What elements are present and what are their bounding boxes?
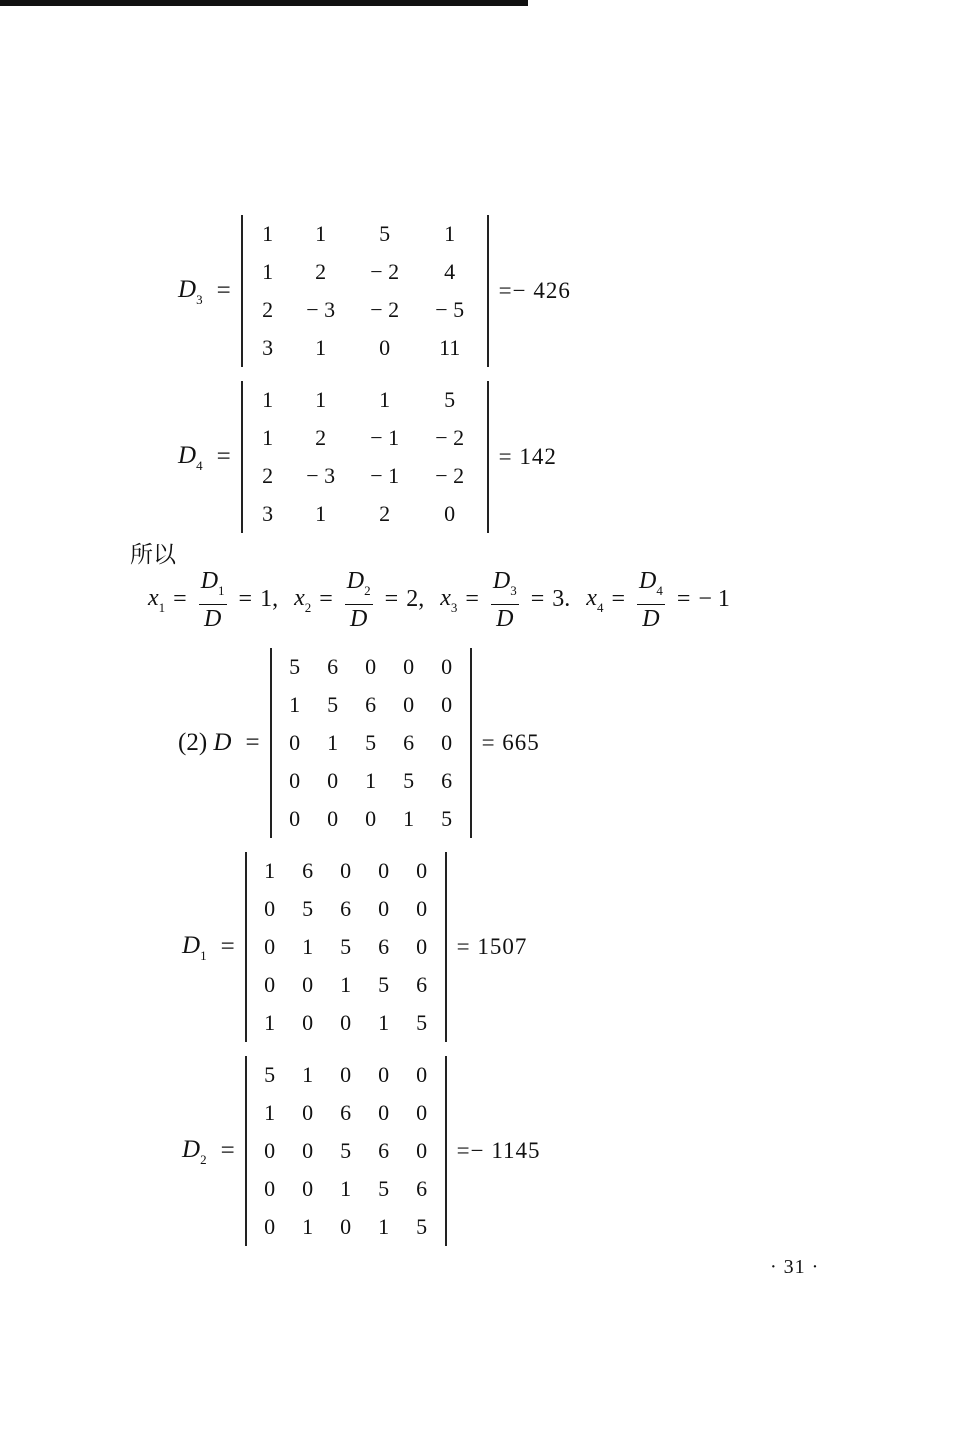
matrix-cell: 0 [327, 768, 339, 793]
matrix-cell: 0 [441, 654, 453, 679]
matrix-cell: 0 [340, 1062, 352, 1087]
matrix-cell: 0 [302, 1176, 314, 1201]
matrix-cell: 0 [441, 730, 453, 755]
matrix-cell: 1 [315, 335, 327, 360]
result-value: = 665 [481, 730, 540, 755]
matrix-cell: 2 [262, 463, 274, 488]
fraction-numerator: $D_3$ [491, 568, 519, 605]
matrix-cell: 0 [289, 768, 301, 793]
determinant [241, 381, 489, 533]
var-label: D [213, 729, 232, 756]
matrix-cell: 5 [378, 1176, 390, 1201]
matrix-cell: 0 [378, 1062, 390, 1087]
equation-d4 [178, 381, 557, 533]
determinant [245, 852, 447, 1042]
matrix-cell: 1 [403, 806, 415, 831]
matrix-cell: 6 [416, 1176, 428, 1201]
matrix-cell: 1 [444, 221, 456, 246]
x-variable: $x_3$ [440, 585, 458, 615]
matrix-cell: 1 [264, 858, 276, 883]
var-label: D [182, 1135, 201, 1163]
separator: , [418, 586, 425, 613]
lhs [178, 276, 203, 307]
matrix-cell: 11 [439, 335, 461, 360]
matrix-cell: 0 [264, 972, 276, 997]
fraction [345, 568, 373, 632]
equals-sign: = [676, 586, 691, 613]
equation-d [178, 648, 540, 838]
matrix-cell: 0 [264, 1214, 276, 1239]
matrix-cell: 3 [262, 335, 274, 360]
part-label: (2) [178, 729, 208, 756]
matrix-cell: 1 [302, 1062, 314, 1087]
page-number: · 31 · [770, 1256, 820, 1278]
matrix-cell: 0 [378, 1100, 390, 1125]
matrix-cell: 2 [379, 501, 391, 526]
matrix-cell: 1 [340, 972, 352, 997]
separator: . [564, 586, 571, 613]
matrix-cell: 5 [340, 1138, 352, 1163]
equation-d3 [178, 215, 571, 367]
equals-sign: = [220, 1137, 235, 1164]
matrix-cell: 5 [264, 1062, 276, 1087]
matrix-cell: 0 [416, 858, 428, 883]
var-subscript: 1 [200, 947, 207, 963]
matrix-cell: 1 [378, 1010, 390, 1035]
fraction [637, 568, 665, 632]
matrix-cell: 1 [365, 768, 377, 793]
fraction [491, 568, 519, 632]
solution-line [148, 568, 746, 632]
result-value: =− 426 [498, 278, 571, 303]
matrix-cell: − 2 [370, 297, 400, 322]
matrix-cell: 6 [378, 1138, 390, 1163]
matrix-cell: 2 [315, 259, 327, 284]
equals-sign: = [319, 586, 333, 613]
lhs [182, 1136, 207, 1167]
result-value: = 142 [498, 444, 557, 469]
matrix-cell: 0 [264, 896, 276, 921]
matrix-cell: 1 [302, 1214, 314, 1239]
matrix-cell: − 2 [435, 463, 465, 488]
matrix-cell: 0 [302, 1100, 314, 1125]
solution-term [294, 568, 430, 632]
lhs [178, 729, 231, 757]
equals-sign: = [216, 443, 231, 470]
solution-value: 1 [260, 586, 273, 613]
matrix-cell: 1 [264, 1100, 276, 1125]
matrix-cell: 6 [340, 896, 352, 921]
fraction-numerator: $D_1$ [199, 568, 227, 605]
solution-value: − 1 [698, 586, 730, 613]
equals-sign: = [530, 586, 545, 613]
matrix-cell: 0 [340, 858, 352, 883]
matrix-cell: 4 [444, 259, 456, 284]
fraction [199, 568, 227, 632]
matrix-cell: 6 [302, 858, 314, 883]
matrix-cell: 5 [340, 934, 352, 959]
matrix-cell: 0 [379, 335, 391, 360]
matrix-cell: 6 [441, 768, 453, 793]
matrix-cell: 0 [365, 806, 377, 831]
matrix-cell: 0 [264, 1138, 276, 1163]
matrix-cell: 0 [403, 654, 415, 679]
lhs [178, 442, 203, 473]
matrix-cell: 0 [302, 972, 314, 997]
equals-sign: = [245, 729, 260, 756]
matrix-cell: 0 [289, 730, 301, 755]
matrix-cell: 0 [444, 501, 456, 526]
matrix-cell: 0 [403, 692, 415, 717]
matrix-cell: − 3 [306, 463, 336, 488]
matrix-cell: 0 [289, 806, 301, 831]
matrix-cell: 2 [262, 297, 274, 322]
var-subscript: 4 [196, 457, 203, 473]
separator: , [272, 586, 279, 613]
solution-term [440, 568, 576, 632]
solution-value: 3 [552, 586, 565, 613]
var-subscript: 2 [200, 1151, 207, 1167]
solution-value: 2 [406, 586, 419, 613]
matrix-cell: 0 [416, 1062, 428, 1087]
determinant [241, 215, 489, 367]
fraction-denominator: D [203, 605, 222, 632]
equals-sign: = [220, 933, 235, 960]
matrix-cell: 5 [378, 972, 390, 997]
var-label: D [178, 441, 197, 469]
matrix-cell: 5 [289, 654, 301, 679]
matrix-cell: 1 [315, 501, 327, 526]
equals-sign: = [173, 586, 187, 613]
matrix-cell: 0 [416, 896, 428, 921]
matrix-cell: 1 [327, 730, 339, 755]
equals-sign: = [216, 277, 231, 304]
matrix-cell: 1 [302, 934, 314, 959]
matrix-cell: 6 [403, 730, 415, 755]
matrix-cell: 0 [264, 1176, 276, 1201]
equals-sign: = [611, 586, 625, 613]
matrix-cell: 0 [416, 1100, 428, 1125]
matrix-cell: 5 [403, 768, 415, 793]
var-label: D [178, 275, 197, 303]
fraction-denominator: D [496, 605, 514, 632]
equation-d2 [182, 1056, 541, 1246]
matrix-cell: − 2 [370, 259, 400, 284]
matrix-cell: − 5 [435, 297, 465, 322]
matrix-cell: 5 [416, 1010, 428, 1035]
matrix-cell: 5 [416, 1214, 428, 1239]
matrix-cell: 5 [302, 896, 314, 921]
matrix-cell: 1 [262, 221, 274, 246]
matrix-cell: 6 [378, 934, 390, 959]
matrix-cell: 1 [289, 692, 301, 717]
matrix-cell: 5 [444, 387, 456, 412]
matrix-cell: 0 [378, 896, 390, 921]
matrix-cell: 0 [302, 1138, 314, 1163]
matrix-cell: − 1 [370, 425, 400, 450]
x-variable: $x_4$ [586, 585, 604, 615]
fraction-numerator: $D_4$ [637, 568, 665, 605]
matrix-cell: 2 [315, 425, 327, 450]
matrix-cell: 5 [379, 221, 391, 246]
result-value: = 1507 [456, 934, 528, 959]
matrix-cell: 6 [365, 692, 377, 717]
result-value: =− 1145 [456, 1138, 541, 1163]
matrix-cell: − 2 [435, 425, 465, 450]
matrix-cell: 6 [416, 972, 428, 997]
x-variable: $x_2$ [294, 585, 312, 615]
top-rule [0, 0, 528, 6]
matrix-cell: 0 [327, 806, 339, 831]
matrix-cell: 1 [262, 425, 274, 450]
matrix-cell: 0 [365, 654, 377, 679]
matrix-cell: 1 [315, 221, 327, 246]
matrix-cell: − 1 [370, 463, 400, 488]
matrix-cell: 6 [340, 1100, 352, 1125]
matrix-cell: − 3 [306, 297, 336, 322]
matrix-cell: 5 [327, 692, 339, 717]
matrix-cell: 0 [340, 1214, 352, 1239]
matrix-cell: 1 [379, 387, 391, 412]
matrix-cell: 1 [264, 1010, 276, 1035]
fraction-denominator: D [642, 605, 660, 632]
fraction-numerator: $D_2$ [345, 568, 373, 605]
var-label: D [182, 931, 201, 959]
matrix-cell: 5 [365, 730, 377, 755]
equals-sign: = [238, 586, 253, 613]
determinant [270, 648, 472, 838]
matrix-cell: 1 [315, 387, 327, 412]
equation-d1 [182, 852, 527, 1042]
matrix-cell: 0 [340, 1010, 352, 1035]
matrix-cell: 0 [302, 1010, 314, 1035]
lhs [182, 932, 207, 963]
matrix-cell: 1 [378, 1214, 390, 1239]
suoyi-text: 所以 [130, 542, 176, 568]
matrix-cell: 6 [327, 654, 339, 679]
matrix-cell: 0 [416, 934, 428, 959]
solution-term [148, 568, 284, 632]
matrix-cell: 0 [264, 934, 276, 959]
var-subscript: 3 [196, 291, 203, 307]
matrix-cell: 5 [441, 806, 453, 831]
matrix-cell: 1 [262, 387, 274, 412]
fraction-denominator: D [350, 605, 368, 632]
matrix-cell: 0 [416, 1138, 428, 1163]
matrix-cell: 3 [262, 501, 274, 526]
x-variable: $x_1$ [148, 585, 166, 615]
matrix-cell: 1 [262, 259, 274, 284]
equals-sign: = [384, 586, 399, 613]
solution-term [586, 568, 736, 632]
equals-sign: = [465, 586, 479, 613]
determinant [245, 1056, 447, 1246]
matrix-cell: 0 [441, 692, 453, 717]
matrix-cell: 1 [340, 1176, 352, 1201]
matrix-cell: 0 [378, 858, 390, 883]
